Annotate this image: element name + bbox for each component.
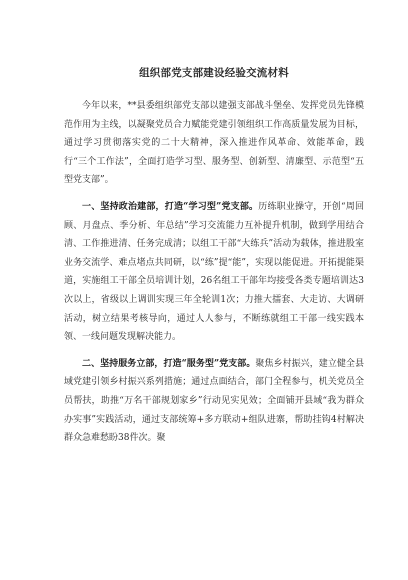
section-2-heading: 二、坚持服务立部，打造“服务型”党支部。 [82,358,256,369]
intro-paragraph [64,97,364,190]
document-body [64,97,364,448]
section-2-text: 聚焦乡村振兴，建立健全县域党建引领乡村振兴系列措施；通过点面结合，部门全程参与，机关党员全员帮扶，助推“万名干部规划家乡”行动见实见效；全面铺开县域“我为群众办实事”实践活动，通过支部统筹+多方联动+组队进寨，帮助挂钩4村解决群众急难愁盼38件次。聚 [64,358,364,444]
intro-paragraph-text: 今年以来，**县委组织部党支部以建强支部战斗堡垒、发挥党员先锋模范作用为主线，以凝聚党员合力赋能党建引领组织工作高质量发展为目标，通过学习贯彻落实党的二十大精神，深入推进作风革命、效能革命，践行“三个工作法”，全面打造学习型、服务型、创新型、清廉型、示范型“五型党支部”。 [64,101,364,186]
document-title: 组织部党支部建设经验交流材料 [139,67,289,79]
section-2-paragraph [64,355,364,448]
section-1-heading: 一、坚持政治建部，打造“学习型”党支部。 [82,201,259,212]
section-1-paragraph [64,198,364,347]
section-1-text: 历练职业操守，开创“周回顾、月盘点、季分析、年总结”学习交流能力互补提升机制，做到学用结合清、工作推进清、任务完成清；以组工干部“大练兵”活动为载体，推进股室业务交流学、难点堵点共同研，以“练”提“能”，实现以能促进。开拓提能渠道，实施组工干部全员培训计划，26名组工干部年均接受各类专题培训达3次以上，省级以上调训实现三年全轮训1次；力推大擂套、大走访、大调研活动，树立结果考核导向，通过人人参与，不断练就组工干部一线实践本领、一线问题发现解决能力。 [64,201,364,343]
